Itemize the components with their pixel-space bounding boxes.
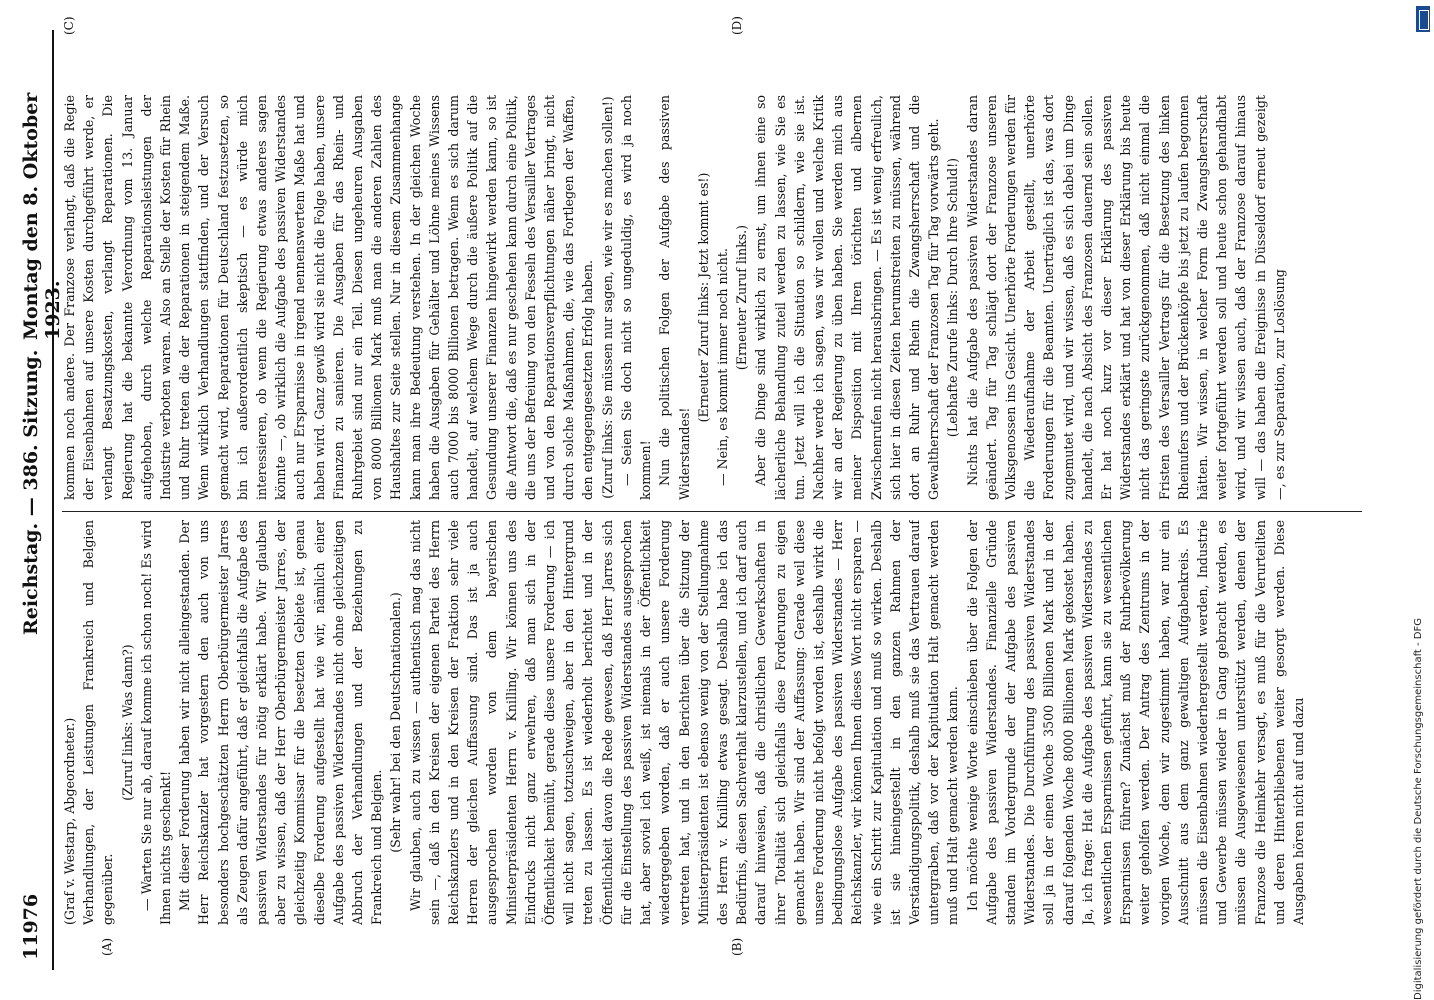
interjection: (Lebhafte Zurufe links: Durch Ihre Schuld!): [945, 157, 961, 438]
session-date: Montag den 8. Oktober 1923.: [20, 92, 64, 340]
paragraph: Nichts hat die Aufgabe des passiven Widerstandes daran geändert. Tag für Tag schlägt dort der Franzose unseren Volksgenossen ins Gesicht. Unerhörte Forderungen werden für die Wiederaufnahme der Arbeit gestellt, unerhörte Forderungen für die Beamten. Unerträglich ist das, was dort zugemutet wird, und wir wissen, daß es sich dabei um Dinge handelt, die nach Absicht des Franzosen dauernd sein sollen. Er hat noch kurz vor dieser Erklärung des passiven Widerstandes erklärt und hat von dieser Erklärung bis heute nicht das geringste zurückgenommen, daß nicht einmal die Fristen des Versailler Vertrags für die Besetzung des linken Rheinufers und der Brückenköpfe bis jetzt zu laufen begonnen hätten. Wir wissen, in welcher Form die Zwangsherrschaft weiter fortgeführt werden soll und heute schon gehandhabt wird, und wir wissen auch, daß der Franzose darauf hinaus will — das haben die Ereignisse in Düsseldorf erneut gezeigt —, es zur Separation, zur Loslösung: [964, 95, 1287, 500]
interjection: (Sehr wahr! bei den Deutschnationalen.): [388, 592, 404, 853]
interjection: (Erneuter Zuruf links.): [734, 224, 750, 371]
page-number: 11976: [20, 893, 42, 960]
paragraph: — Seien Sie doch nicht so ungeduldig, es wird ja noch kommen!: [618, 95, 654, 500]
paragraph: Ich möchte wenige Worte einschieben über die Folgen der Aufgabe des passiven Widerstandes. Finanzielle Gründe standen im Vordergrunde der der Aufgabe des passiven Widerstandes. Die Durchführung des passiven Widerstandes soll ja in der einen Woche 3500 Billionen Mark und in der darauf folgenden Woche 8000 Billionen Mark gekostet haben. Ja, ich frage: Hat die Aufgabe des passiven Widerstandes zu wesentlichen Ersparnissen geführt, kann sie zu wesentlichen Ersparnissen führen? Zunächst muß der Ruhrbevölkerung weiter geholfen werden. Der Antrag des Zentrums in der vorigen Woche, dem wir zugestimmt haben, war nur ein Ausschnitt aus dem ganz gewaltigen Aufgabenkreis. Es müssen die Eisenbahnen wiederhergestellt werden, Industrie und Gewerbe müssen wieder in Gang gebracht werden, es müssen die Ausgewiesenen unterstützt werden, denen der Franzose die Heimkehr versagt, es muß für die Verurteilten und deren Hinterbliebenen weiter gesorgt werden. Diese Ausgaben hören nicht auf und dazu: [964, 520, 1306, 925]
digitization-credit: Digitalisierung gefördert durch die Deutsche Forschungsgemeinschaft - DFG: [1413, 617, 1424, 1000]
margin-mark-d: (D): [730, 16, 744, 35]
right-text-column: [60, 95, 1380, 500]
paragraph: — Nein, es kommt immer noch nicht.: [714, 248, 730, 486]
left-text-column: [60, 520, 1380, 925]
column-divider: [62, 511, 1362, 512]
paragraph: Aber die Dinge sind wirklich zu ernst, um ihnen eine so lächerliche Behandlung zuteil werden zu lassen, wie Sie es tun. Jetzt will ich die Situation so schildern, wie sie ist. Nachher werde ich sagen, was wir wollen und welche Kritik wir an der Regierung zu üben haben. Sie werden mich aus meiner Disposition mit Ihren törichten und albernen Zwischenrufen nicht herausbringen. — Es ist wenig erfreulich, sich hier in diesen Zeiten herumstreiten zu müssen, während dort an Ruhr und Rhein die Zwangsherrschaft und die Gewaltherrschaft der Franzosen Tag für Tag vorwärts geht.: [753, 95, 942, 500]
paragraph: Verhandlungen, der Leistungen Frankreich und Belgien gegenüber.: [81, 520, 116, 925]
paragraph: — Warten Sie nur ab, darauf komme ich schon noch! Es wird Ihnen nichts geschenkt!: [138, 520, 174, 925]
margin-mark-c: (C): [62, 16, 76, 35]
paragraph: kommen noch andere. Der Franzose verlangt, daß die Regie der Eisenbahnen auf unsere Kosten durchgeführt werde, er verlangt Besatzungskosten, verlangt Reparationen. Die Regierung hat die bekannte Verordnung vom 13. Januar aufgehoben, durch welche Reparationsleistungen der Industrie verboten waren. Also an Stelle der Kosten für Rhein und Ruhr treten die der Reparationen in steigendem Maße. Wenn wirklich Verhandlungen stattfinden, und der Versuch gemacht wird, Reparationen für Deutschland festzusetzen, so bin ich außerordentlich skeptisch — es würde mich interessieren, ob wenn die Regierung etwas anderes sagen könnte —, ob wirklich die Aufgabe des passiven Widerstandes auch nur Ersparnisse in irgend nennenswertem Maße hat und haben wird. Ganz gewiß wird sie nicht die Folge haben, unsere Finanzen zu sanieren. Die Ausgaben für das Rhein- und Ruhrgebiet sind nur ein Teil. Diesen ungeheuren Ausgaben von 8000 Billionen Mark muß man die anderen Zahlen des Haushaltes zur Seite stellen. Nur in diesem Zusammenhange kann man ihre Bedeutung verstehen. In der gleichen Woche haben die Ausgaben für Gehälter und Löhne meines Wissens auch 7000 bis 8000 Billionen betragen. Wenn es sich darum handelt, auf welchem Wege durch die äußere Politik auf die Gesundung unserer Finanzen hingewirkt werden kann, so ist die Antwort die, daß es nur geschehen kann durch eine Politik, die uns der Befreiung von den Fesseln des Versailler Vertrages und von den Reparationsverpflichtungen näher bringt, nicht durch solche Maßnahmen, die, wie das Fortlegen der Waffen, den entgegengesetzten Erfolg haben.: [62, 95, 596, 500]
speaker-intro: (Graf v. Westarp, Abgeordneter.): [62, 717, 77, 925]
page-header: [12, 30, 64, 970]
paragraph: Mit dieser Forderung haben wir nicht alleingestanden. Der Herr Reichskanzler hat vorgestern den auch von uns besonders hochgeschätzten Herrn Oberbürgermeister Jarres als Zeugen dafür angeführt, daß er gleichfalls die Aufgabe des passiven Widerstandes für nötig erklärt habe. Wir glauben aber zu wissen, daß der Herr Oberbürgermeister Jarres, der gleichzeitig Kommissar für die besetzten Gebiete ist, genau dieselbe Forderung aufgestellt hat wie wir, nämlich einer Aufgabe des passiven Widerstandes nicht ohne gleichzeitigen Abbruch der Verhandlungen und der Beziehungen zu Frankreich und Belgien.: [177, 520, 385, 925]
margin-mark-b: (B): [730, 937, 744, 956]
paragraph: Nun die politischen Folgen der Aufgabe des passiven Widerstandes!: [657, 95, 692, 500]
paragraph: Wir glauben, auch zu wissen — authentisch mag das nicht sein —, daß in den Kreisen der eigenen Partei des Herrn Reichskanzlers und in den Kreisen der Fraktion sehr viele Herren der gleichen Auffassung sind. Das ist ja auch ausgesprochen worden von dem bayerischen Ministerpräsidenten Herrn v. Knilling. Wir können uns des Eindrucks nicht ganz erwehren, daß man sich in der Öffentlichkeit bemüht, gerade diese unsere Forderung — ich will nicht sagen, totzuschweigen, aber in den Hintergrund treten zu lassen. Es ist wiederholt berichtet und in der Öffentlichkeit davon die Rede gewesen, daß Herr Jarres sich für die Einstellung des passiven Widerstandes ausgesprochen hat, aber soviel ich weiß, ist niemals in der Öffentlichkeit wiedergegeben worden, daß er auch unsere Forderung vertreten hat, und in den Berichten über die Sitzung der Ministerpräsidenten ist ebenso wenig von der Stellungnahme des Herrn v. Knilling etwas gesagt. Deshalb habe ich das Bedürfnis, diesen Sachverhalt klarzustellen, und ich darf auch darauf hinweisen, daß die christlichen Gewerkschaften in ihrer Totalität sich gleichfalls diese Forderungen zu eigen gemacht haben. Wir sind der Auffassung: Gerade weil diese unsere Forderung nicht befolgt worden ist, deshalb wirkt die bedingungslose Aufgabe des passiven Widerstandes — Herr Reichskanzler, wir können Ihnen dieses Wort nicht ersparen — wie ein Schritt zur Kapitulation und muß so wirken. Deshalb ist sie hineingestellt in den ganzen Rahmen der Verständigungspolitik, deshalb muß sie das Vertrauen darauf untergraben, daß vor der Kapitulation Halt gemacht werden muß und Halt gemacht werden kann.: [407, 520, 961, 925]
interjection: (Zuruf links: Was dann?): [119, 644, 135, 801]
dfg-logo-icon: [1416, 6, 1430, 32]
session-title: Reichstag. — 386. Sitzung.: [20, 349, 42, 635]
interjection: (Erneuter Zuruf links: Jetzt kommt es!): [695, 172, 711, 423]
margin-mark-a: (A): [100, 937, 114, 956]
interjection: (Zuruf links: Sie müssen nur sagen, wie wir es machen sollen!): [599, 96, 615, 499]
